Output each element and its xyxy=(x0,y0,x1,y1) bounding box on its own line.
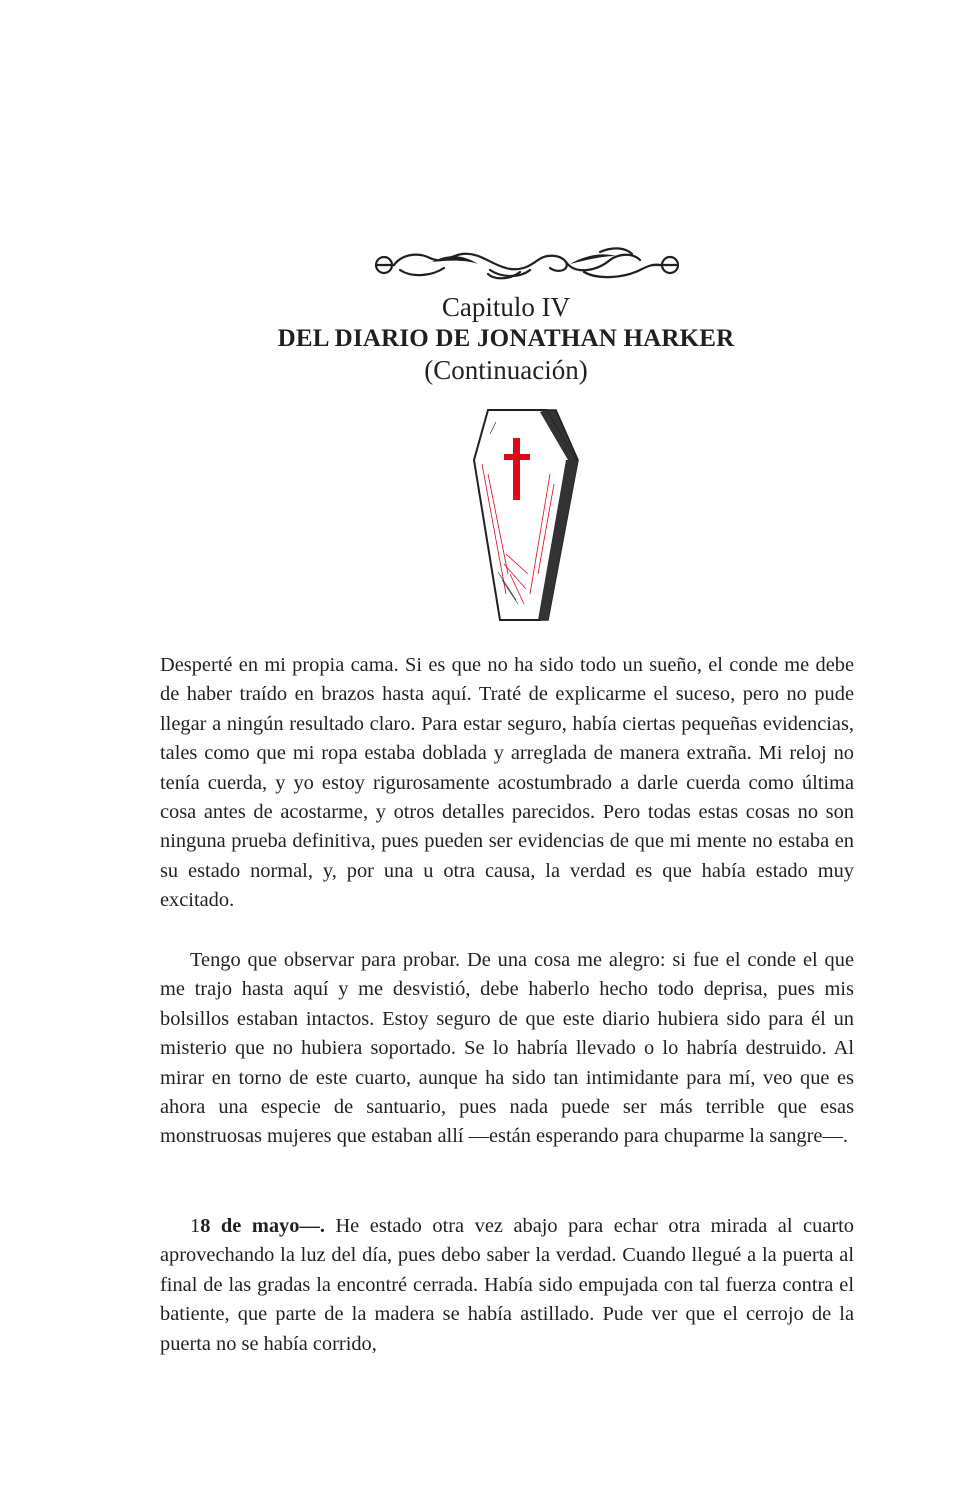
entry-date: 8 de mayo—. xyxy=(200,1215,325,1237)
chapter-number: Capitulo IV xyxy=(441,292,571,322)
chapter-heading xyxy=(160,292,852,386)
body-paragraph-1 xyxy=(160,651,854,916)
body-paragraph-2 xyxy=(160,946,854,1152)
chapter-title: DEL DIARIO DE JONATHAN HARKER xyxy=(277,325,735,352)
diary-entry xyxy=(160,1212,854,1359)
entry-text: He estado otra vez abajo para echar otra mirada al cuarto aprovechando la luz del día, pues debo saber la verdad. Cuando llegué a la puerta al final de las gradas la encontré cerrada. Había sido empujada con tal fuerza contra el batiente, que parte de la madera se había astillado. Pude ver que el cerrojo de la puerta no se había corrido, xyxy=(160,1215,855,1355)
entry-paragraph xyxy=(160,1212,854,1359)
paragraph-text: Tengo que observar para probar. De una cosa me alegro: si fue el conde el que me trajo hasta aquí y me desvistió, debe haberlo hecho todo deprisa, pues mis bolsillos estaban intactos. Estoy seguro de que este diario hubiera sido para él un misterio que no hubiera soportado. Se lo habría llevado o lo habría destruido. Al mirar en torno de este cuarto, aunque ha sido tan intimidante para mí, veo que es ahora una especie de santuario, pues nada puede ser más terrible que esas monstruosas mujeres que estaban allí —están esperando para chuparme la sangre—. xyxy=(160,949,854,1148)
paragraph-text: Desperté en mi propia cama. Si es que no ha sido todo un sueño, el conde me debe de haber traído en brazos hasta aquí. Traté de explicarme el suceso, pero no pude llegar a ningún resultado claro. Para estar seguro, había ciertas pequeñas evidencias, tales como que mi ropa estaba doblada y arreglada de manera extraña. Mi reloj no tenía cuerda, y yo estoy rigurosamente acostumbrado a darle cuerda como última cosa antes de acostarme, y otros detalles parecidos. Pero todas estas cosas no son ninguna prueba definitiva, pues pueden ser evidencias de que mi mente no estaba en su estado normal, y, por una u otra causa, la verdad es que había estado muy excitado. xyxy=(160,654,854,912)
coffin-icon xyxy=(466,404,586,626)
chapter-subtitle: (Continuación) xyxy=(424,355,588,385)
entry-date-prefix: 1 xyxy=(190,1215,201,1237)
flourish-divider-icon xyxy=(370,242,684,288)
